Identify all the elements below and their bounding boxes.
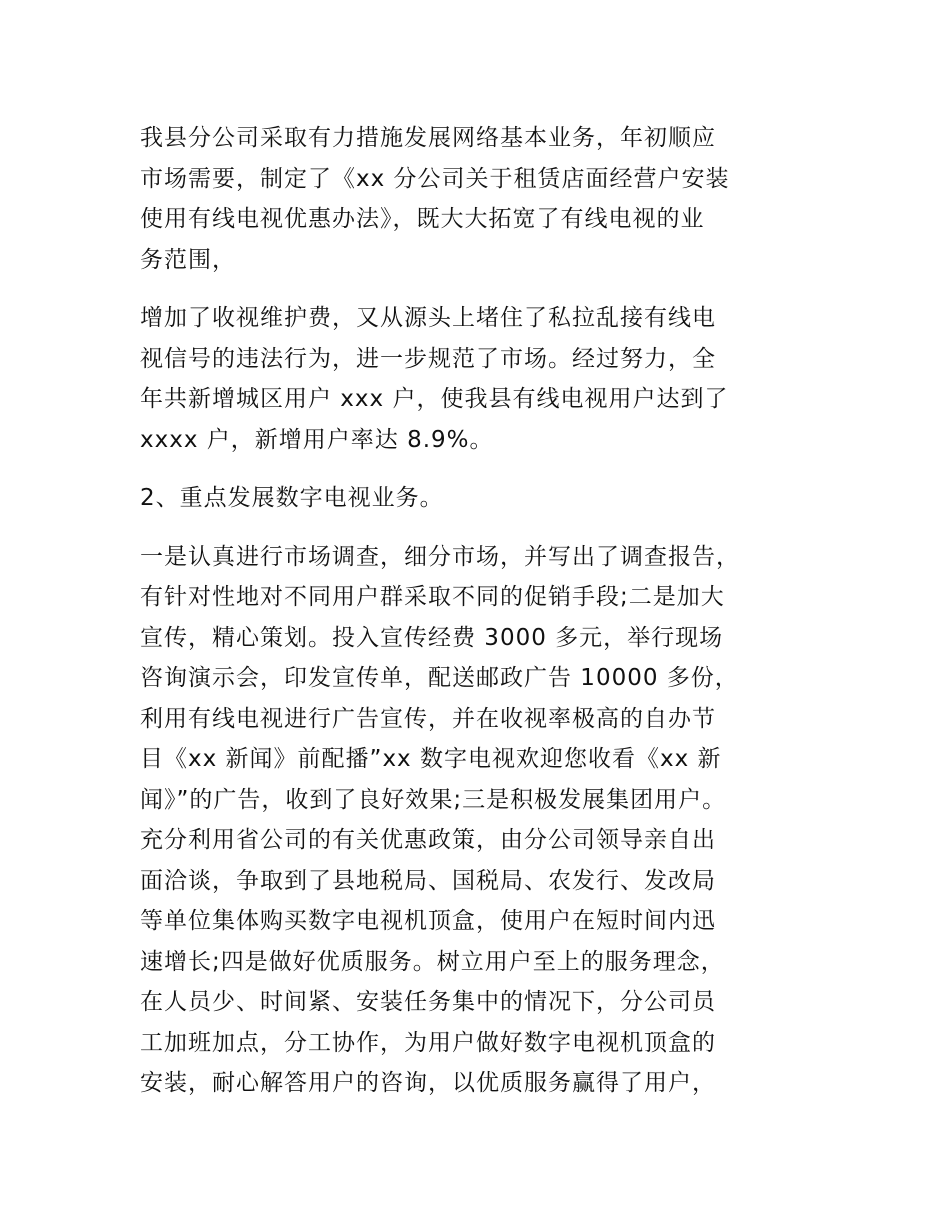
paragraph-network-business: 我县分公司采取有力措施发展网络基本业务，年初顺应 市场需要，制定了《xx 分公司关于租赁店面经营户安装 使用有线电视优惠办法》，既大大拓宽了有线电视的业 务范围， [140,125,730,273]
paragraph-maintenance-fee: 增加了收视维护费，又从源头上堵住了私拉乱接有线电 视信号的违法行为，进一步规范了市场。经过努力，全 年共新增城区用户 xxx 户，使我县有线电视用户达到了 xxxx 户，新增用户率达 8.9%。 [140,305,729,453]
section-heading-digital-tv: 2、重点发展数字电视业务。 [140,485,444,511]
document-body [140,118,820,1122]
paragraph-digital-tv-measures: 一是认真进行市场调查，细分市场，并写出了调查报告， 有针对性地对不同用户群采取不同的促销手段;二是加大 宣传，精心策划。投入宣传经费 3000 多元，举行现场 咨询演示会，印发宣传单，配送邮政广告 10000 多份， 利用有线电视进行广告宣传，并在收视率极高的自办节 目《xx 新闻》前配播”xx 数字电视欢迎您收看《xx 新 闻》”的广告，收到了良好效果;三是积极发展集团用户。 充分利用省公司的有关优惠政策，由分公司领导亲自出 面洽谈，争取到了县地税局、国税局、农发行、发改局 等单位集体购买数字电视机顶盒，使用户在短时间内迅 速增长;四是做好优质服务。树立用户至上的服务理念， 在人员少、时间紧、安装任务集中的情况下，分公司员 工加班加点，分工协作，为用户做好数字电视机顶盒的 安装，耐心解答用户的咨询，以优质服务赢得了用户， [140,543,740,1096]
